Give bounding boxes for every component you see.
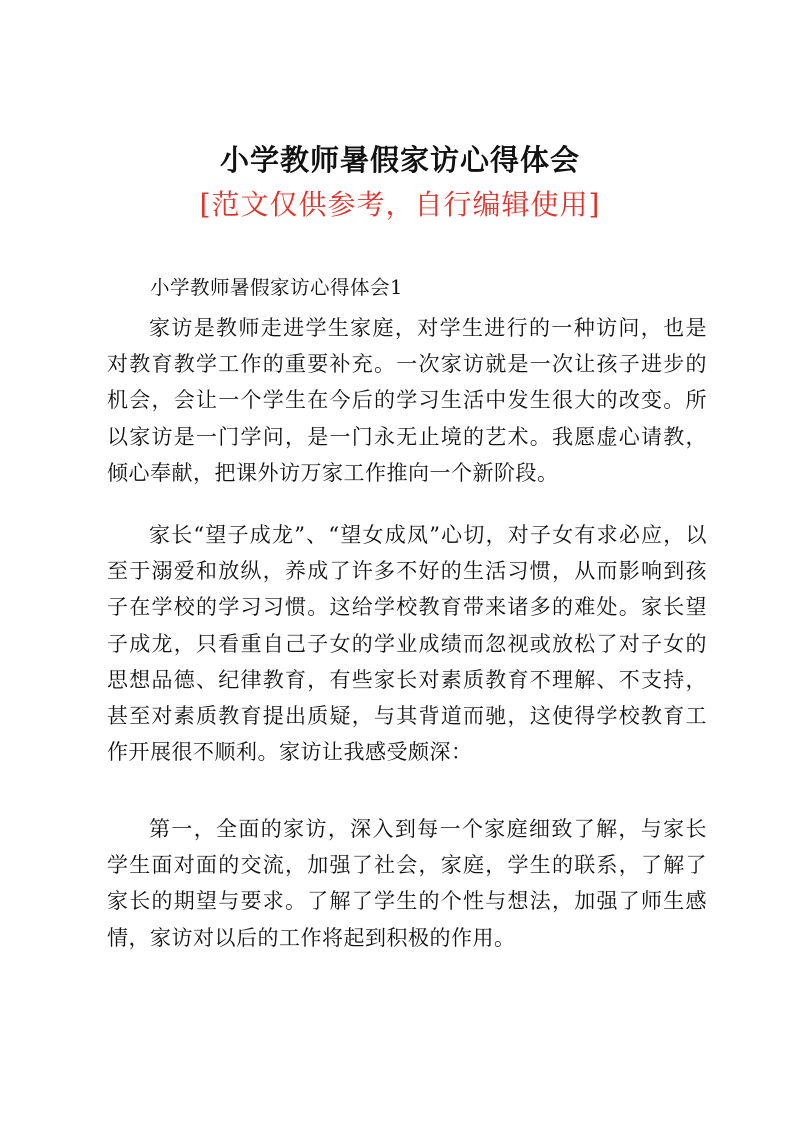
reference-note: [范文仅供参考，自行编辑使用] — [199, 188, 601, 221]
section-subtitle: 小学教师暑假家访心得体会1 — [150, 276, 403, 299]
body-paragraph: 第一，全面的家访，深入到每一个家庭细致了解，与家长学生面对面的交流，加强了社会，家庭，学生的联系，了解了家长的期望与要求。了解了学生的个性与想法，加强了师生感情，家访对以后的工作将起到积极的作用。 — [107, 817, 707, 950]
body-paragraph: 家访是教师走进学生家庭，对学生进行的一种访问，也是对教育教学工作的重要补充。一次家访就是一次让孩子进步的机会，会让一个学生在今后的学习生活中发生很大的改变。所以家访是一门学问，是一门永无止境的艺术。我愿虚心请教，倾心奉献，把课外访万家工作推向一个新阶段。 — [107, 316, 707, 485]
body-paragraph: 家长“望子成龙”、“望女成凤”心切，对子女有求必应，以至于溺爱和放纵，养成了许多不好的生活习惯，从而影响到孩子在学校的学习习惯。这给学校教育带来诸多的难处。家长望子成龙，只看重自己子女的学业成绩而忽视或放松了对子女的思想品德、纪律教育，有些家长对素质教育不理解、不支持，甚至对素质教育提出质疑，与其背道而驰，这使得学校教育工作开展很不顺利。家访让我感受颇深： — [107, 523, 707, 765]
document-title: 小学教师暑假家访心得体会 — [219, 143, 580, 177]
